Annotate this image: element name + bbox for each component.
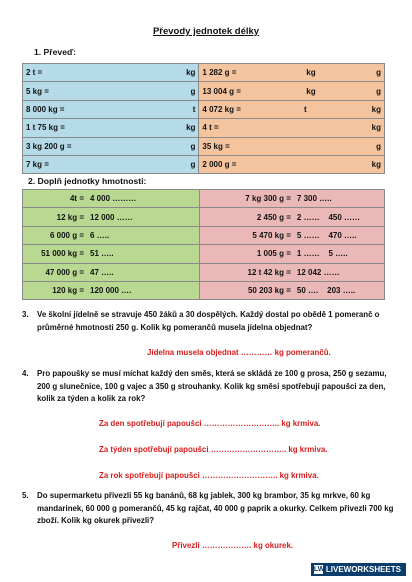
right-cell[interactable] xyxy=(199,155,385,173)
right-cell[interactable] xyxy=(199,281,384,299)
right-cell[interactable] xyxy=(199,245,384,263)
table-row xyxy=(23,281,385,299)
left-answer: 4 000 ……… xyxy=(90,194,137,204)
question-text: Do supermarketu přivezli 55 kg banánů, 68 kg jablek, 300 kg brambor, 35 kg mrkve, 60 kg mandarinek, 60 000 g pomerančů, 45 kg rajčat, 40 000 g paprik a okurky. Celkem přivezli 700 kg zboží. Kolik kg okurek přivezli? xyxy=(37,491,394,526)
answer-line[interactable]: Za týden spotřebují papoušci ……………………….. kg krmiva. xyxy=(99,445,328,454)
conversion-table xyxy=(22,63,385,174)
left-cell[interactable] xyxy=(23,245,200,263)
left-cell[interactable] xyxy=(23,119,199,137)
answer-line[interactable]: Za rok spotřebují papoušci ……………………….. kg krmiva. xyxy=(99,471,319,480)
right-answer: 2 …… 450 …… xyxy=(296,212,361,222)
left-answer: 6 ….. xyxy=(90,230,110,240)
right-cell[interactable] xyxy=(199,119,385,137)
left-answer: 12 000 …… xyxy=(90,212,133,222)
left-cell[interactable] xyxy=(23,263,200,281)
right-mid-unit xyxy=(306,142,356,151)
left-expr: 7 kg = xyxy=(26,160,49,170)
left-expr: 2 t = xyxy=(26,68,43,78)
left-answer: 47 ….. xyxy=(90,267,114,277)
right-expr: 50 203 kg = xyxy=(247,286,291,296)
left-cell[interactable] xyxy=(23,100,199,118)
right-expr: 4 072 kg = xyxy=(202,104,241,114)
section1-heading: 1. Převeď: xyxy=(34,47,77,57)
left-expr: 8 000 kg = xyxy=(26,104,65,114)
section2-heading: 2. Doplň jednotky hmotnosti: xyxy=(28,176,147,186)
right-mid-unit xyxy=(304,123,354,132)
left-cell[interactable] xyxy=(23,137,199,155)
left-cell[interactable] xyxy=(23,208,200,226)
left-cell[interactable] xyxy=(23,226,200,244)
table-row xyxy=(23,137,385,155)
answer-line[interactable]: Za den spotřebují papoušci ……………………….. kg krmiva. xyxy=(99,419,321,428)
question-number: 3. xyxy=(22,310,29,319)
left-expr: 6 000 g = xyxy=(49,230,84,240)
left-expr: 47 000 g = xyxy=(45,267,84,277)
right-expr: 5 470 kg = xyxy=(252,230,291,240)
left-expr: 120 kg = xyxy=(52,286,84,296)
right-expr: 12 t 42 kg = xyxy=(247,267,291,277)
left-unit: g xyxy=(190,86,196,96)
right-expr: 2 450 g = xyxy=(256,212,291,222)
question-5 xyxy=(22,490,397,528)
right-unit: g xyxy=(376,141,381,151)
units-table xyxy=(22,189,385,300)
right-cell[interactable] xyxy=(199,208,384,226)
left-expr: 3 kg 200 g = xyxy=(26,141,72,151)
left-unit: t xyxy=(192,104,196,114)
question-text: Ve školní jídelně se stravuje 450 žáků a 30 dospělých. Každý dostal po obědě 1 pomeranč o průměrné hmotnosti 250 g. Kolik kg pomerančů musela jídelna objednat? xyxy=(37,310,380,332)
table-row xyxy=(23,64,385,82)
right-unit: kg xyxy=(371,160,381,170)
left-expr: 12 kg = xyxy=(56,212,84,222)
right-cell[interactable] xyxy=(199,64,385,82)
right-answer: 5 …… 470 ….. xyxy=(296,230,357,240)
left-cell[interactable] xyxy=(23,190,200,208)
right-mid-unit xyxy=(304,160,354,169)
table-row xyxy=(23,263,385,281)
answer-line[interactable]: Přivezli ………………. kg okurek. xyxy=(172,541,294,550)
table-row xyxy=(23,155,385,173)
question-3 xyxy=(22,309,397,334)
table-row xyxy=(23,208,385,226)
liveworksheets-logo xyxy=(311,563,406,576)
answer-line[interactable]: Jídelna musela objednat ………… kg pomerančů. xyxy=(147,348,331,357)
question-number: 5. xyxy=(22,491,29,500)
logo-mark-icon: LW xyxy=(313,566,325,573)
left-unit: g xyxy=(190,141,196,151)
right-expr: 35 kg = xyxy=(202,141,230,151)
question-number: 4. xyxy=(22,369,29,378)
left-unit: kg xyxy=(186,123,196,133)
right-unit: g xyxy=(376,68,381,78)
right-answer: 7 300 ….. xyxy=(296,194,332,204)
left-expr: 51 000 kg = xyxy=(41,249,84,259)
left-cell[interactable] xyxy=(23,82,199,100)
right-cell[interactable] xyxy=(199,190,384,208)
left-cell[interactable] xyxy=(23,155,199,173)
right-expr: 7 kg 300 g = xyxy=(245,194,291,204)
right-cell[interactable] xyxy=(199,82,385,100)
left-answer: 51 ….. xyxy=(90,249,114,259)
table-row xyxy=(23,82,385,100)
right-unit: g xyxy=(376,86,381,96)
logo-text: LIVEWORKSHEETS xyxy=(325,565,401,574)
question-4 xyxy=(22,368,397,406)
right-unit: kg xyxy=(371,104,381,114)
right-expr: 13 004 g = xyxy=(202,86,241,96)
left-expr: 1 t 75 kg = xyxy=(26,123,65,133)
table-row xyxy=(23,100,385,118)
right-unit: kg xyxy=(371,123,381,133)
left-answer: 120 000 …. xyxy=(90,286,132,296)
table-row xyxy=(23,245,385,263)
question-text: Pro papoušky se musí míchat každý den směs, která se skládá ze 100 g prosa, 250 g sezamu, 200 g slunečnice, 100 g vajec a 350 g strouhanky. Kolik kg směsi spotřebují papoušci za den, kolik za týden a kolik za rok? xyxy=(37,369,387,404)
right-cell[interactable] xyxy=(199,263,384,281)
right-expr: 2 000 g = xyxy=(202,160,237,170)
left-expr: 5 kg = xyxy=(26,86,49,96)
page-title: Převody jednotek délky xyxy=(152,26,260,37)
left-unit: kg xyxy=(186,68,196,78)
right-mid-unit: kg xyxy=(306,86,316,96)
table-row xyxy=(23,226,385,244)
left-unit: g xyxy=(190,160,196,170)
left-cell[interactable] xyxy=(23,64,199,82)
right-answer: 1 …… 5 ….. xyxy=(296,249,348,259)
left-expr: 4t = xyxy=(69,194,84,204)
right-expr: 1 005 g = xyxy=(256,249,291,259)
right-cell[interactable] xyxy=(199,226,384,244)
left-cell[interactable] xyxy=(23,281,200,299)
right-answer: 12 042 …… xyxy=(296,267,340,277)
right-mid-unit: kg xyxy=(306,68,316,78)
table-row xyxy=(23,119,385,137)
right-expr: 1 282 g = xyxy=(202,68,237,78)
right-expr: 4 t = xyxy=(202,123,219,133)
right-answer: 50 …. 203 ….. xyxy=(296,286,356,296)
right-mid-unit: t xyxy=(304,104,307,114)
right-cell[interactable] xyxy=(199,100,385,118)
right-cell[interactable] xyxy=(199,137,385,155)
table-row xyxy=(23,190,385,208)
